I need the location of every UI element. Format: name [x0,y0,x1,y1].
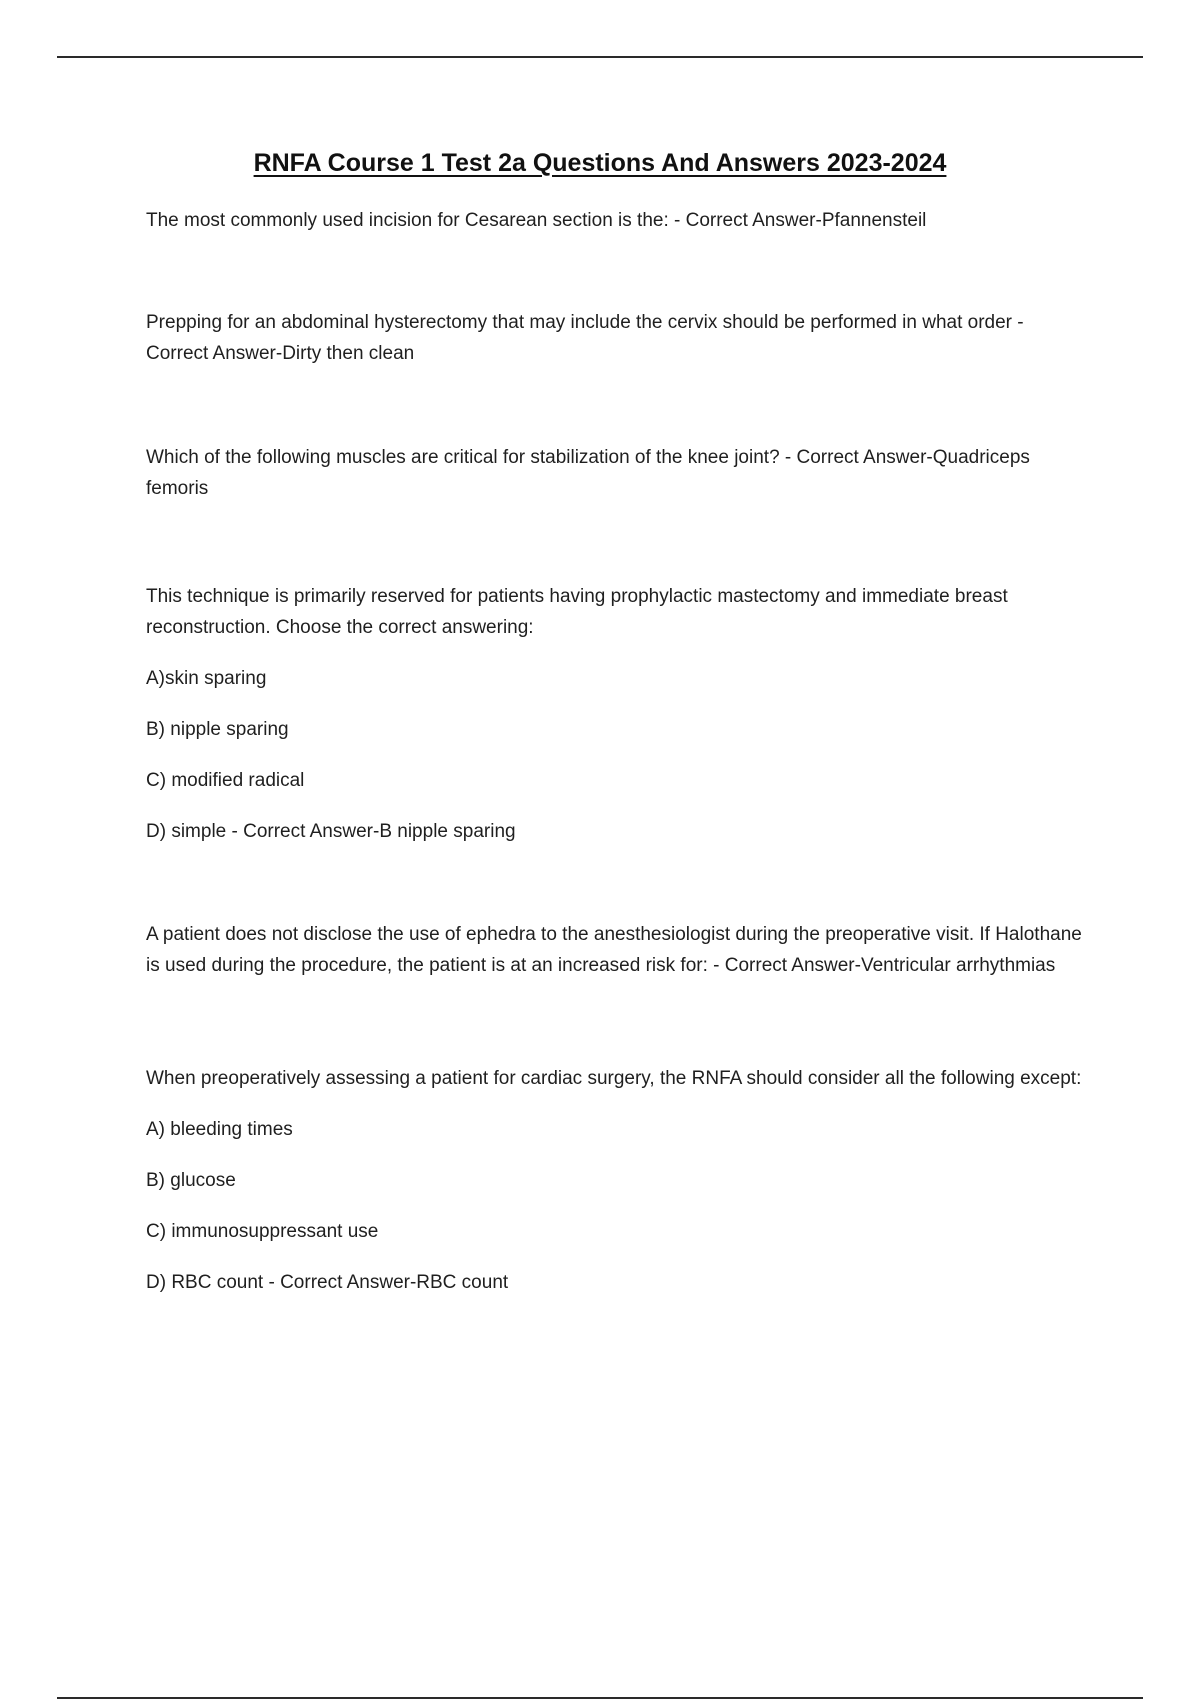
qa-item-5 [146,919,1086,981]
qa-text: The most commonly used incision for Cesarean section is the: - Correct Answer-Pfannensteil [146,210,927,231]
qa-item-3 [146,442,1086,504]
qa-text: When preoperatively assessing a patient for cardiac surgery, the RNFA should consider all the following except: [146,1068,1082,1089]
top-rule [57,56,1143,58]
qa-text: Prepping for an abdominal hysterectomy that may include the cervix should be performed in what order - Correct Answer-Dirty then clean [146,312,1024,364]
qa-option-c: C) modified radical [146,770,305,791]
qa-item-1 [146,205,1086,236]
document-body [146,205,1086,1298]
qa-option-b: B) glucose [146,1170,236,1191]
qa-option-d: D) RBC count - Correct Answer-RBC count [146,1272,509,1293]
qa-option-d: D) simple - Correct Answer-B nipple sparing [146,821,516,842]
bottom-rule [57,1697,1143,1699]
qa-option-a: A)skin sparing [146,668,267,689]
qa-item-4 [146,581,1086,847]
qa-option-b: B) nipple sparing [146,719,289,740]
document-title: RNFA Course 1 Test 2a Questions And Answers 2023-2024 [253,149,947,177]
qa-option-c: C) immunosuppressant use [146,1221,379,1242]
qa-item-2 [146,307,1086,369]
qa-text: This technique is primarily reserved for patients having prophylactic mastectomy and immediate breast reconstruction. Choose the correct answering: [146,586,1008,638]
qa-text: A patient does not disclose the use of ephedra to the anesthesiologist during the preoperative visit. If Halothane is used during the procedure, the patient is at an increased risk for: - Correct Answer-Ventricular arrhythmias [146,924,1082,976]
qa-item-6 [146,1063,1086,1298]
qa-option-a: A) bleeding times [146,1119,293,1140]
qa-text: Which of the following muscles are critical for stabilization of the knee joint? - Correct Answer-Quadriceps femoris [146,447,1030,499]
